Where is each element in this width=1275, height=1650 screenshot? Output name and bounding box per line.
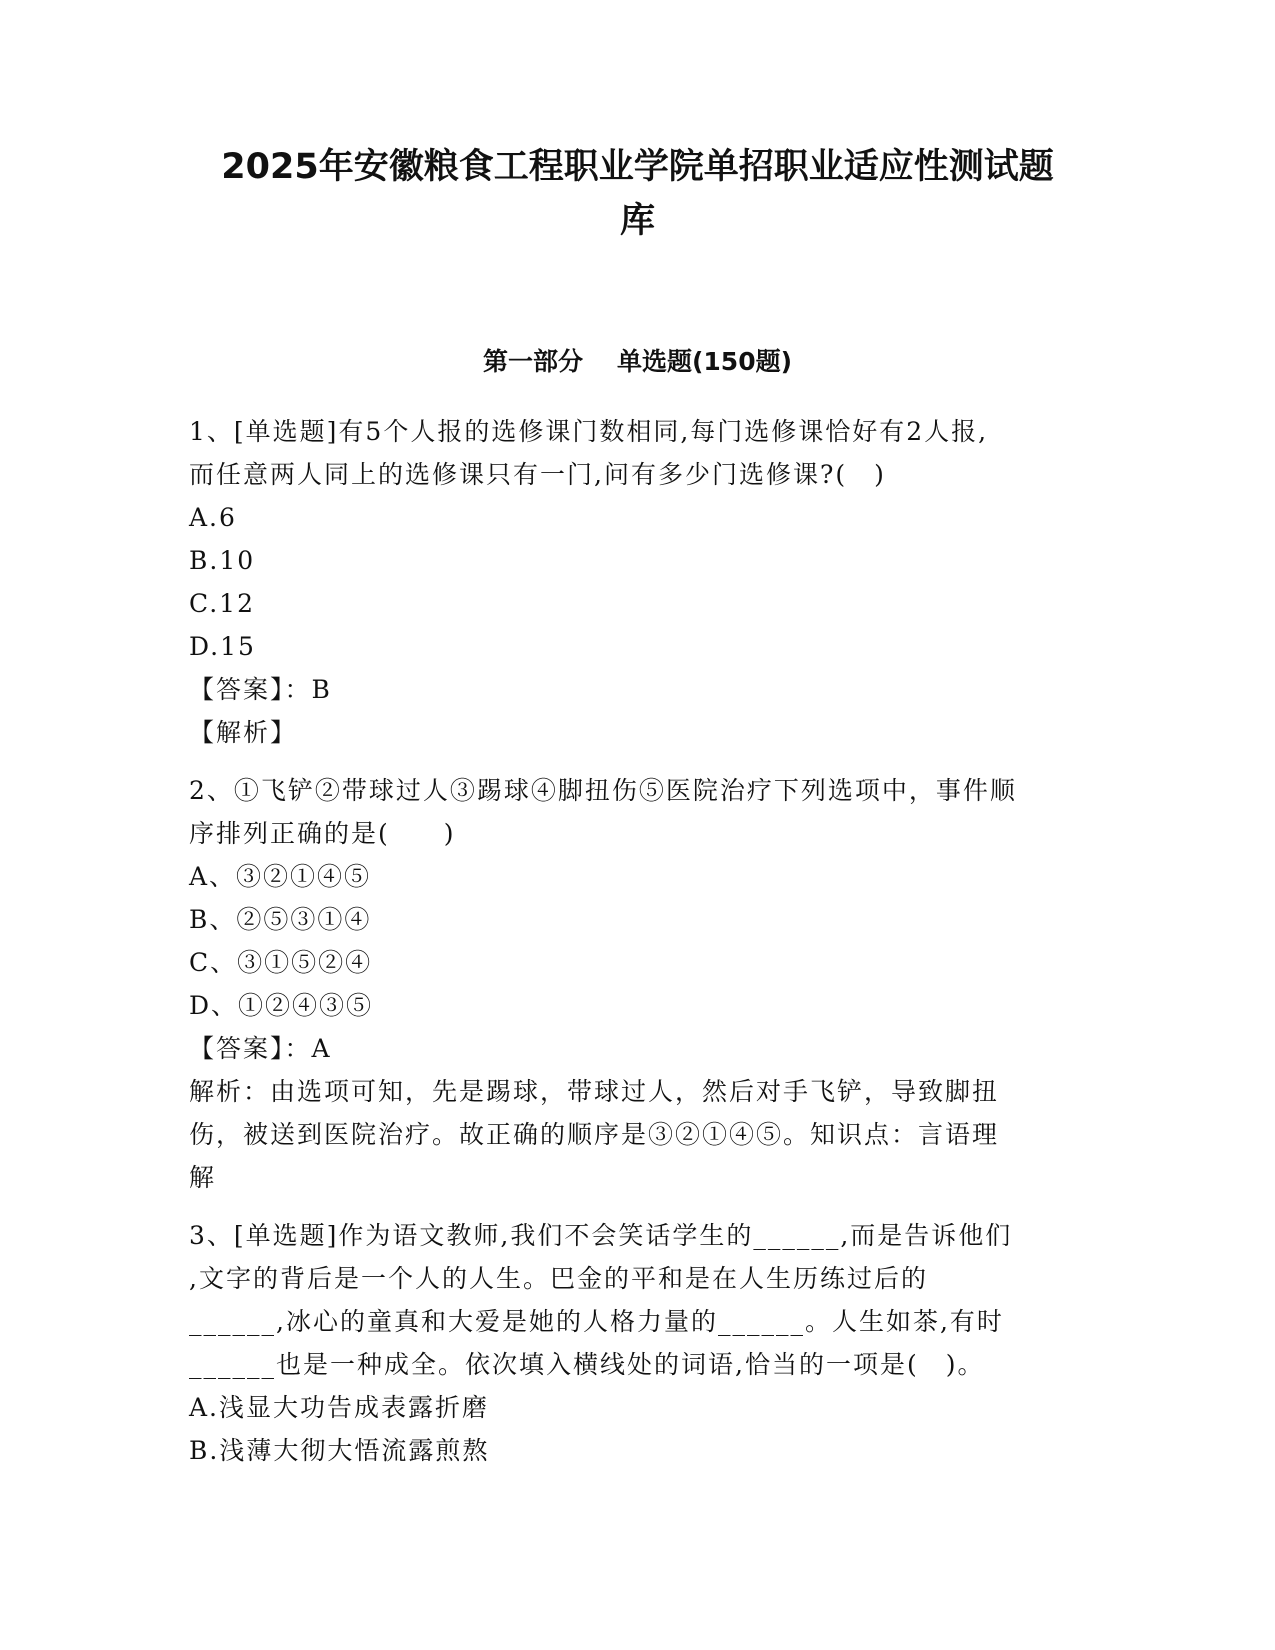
question-stem-line: 3、[单选题]作为语文教师,我们不会笑话学生的______,而是告诉他们 (189, 1221, 1013, 1250)
option-d: D.15 (189, 632, 256, 661)
title-line-1: 2025年安徽粮食工程职业学院单招职业适应性测试题 (221, 147, 1054, 187)
question-1 (189, 410, 1084, 754)
question-stem-line: 1、[单选题]有5个人报的选修课门数相同,每门选修课恰好有2人报, (189, 417, 989, 446)
option-d: D、①②④③⑤ (189, 991, 374, 1020)
question-stem-line: 2、①飞铲②带球过人③踢球④脚扭伤⑤医院治疗下列选项中，事件顺 (189, 776, 1017, 805)
question-stem-line: ,文字的背后是一个人的人生。巴金的平和是在人生历练过后的 (189, 1264, 928, 1293)
option-b: B.10 (189, 546, 256, 575)
answer: 【答案】：A (189, 1034, 332, 1063)
question-stem-line: ______也是一种成全。依次填入横线处的词语,恰当的一项是( )。 (189, 1350, 985, 1379)
section-name: 单选题(150题) (616, 347, 793, 376)
option-c: C.12 (189, 589, 255, 618)
question-2 (189, 769, 1084, 1199)
analysis-line: 解 (189, 1163, 217, 1192)
question-stem-line: 序排列正确的是( ) (189, 819, 456, 848)
analysis-line: 伤，被送到医院治疗。故正确的顺序是③②①④⑤。知识点：言语理 (189, 1120, 1000, 1149)
option-c: C、③①⑤②④ (189, 948, 373, 977)
section-part: 第一部分 (482, 347, 583, 376)
section-heading (180, 345, 1095, 379)
option-b: B、②⑤③①④ (189, 905, 372, 934)
question-stem-line: ______,冰心的童真和大爱是她的人格力量的______。人生如茶,有时 (189, 1307, 1004, 1336)
option-b: B.浅薄大彻大悟流露煎熬 (189, 1436, 490, 1465)
option-a: A.浅显大功告成表露折磨 (189, 1393, 490, 1422)
analysis-label: 【解析】 (189, 718, 298, 747)
option-a: A、③②①④⑤ (189, 862, 372, 891)
question-list (189, 410, 1084, 1487)
title-line-2: 库 (619, 201, 655, 241)
option-a: A.6 (189, 503, 237, 532)
answer: 【答案】：B (189, 675, 332, 704)
question-3 (189, 1214, 1084, 1472)
question-stem-line: 而任意两人同上的选修课只有一门,问有多少门选修课?( ) (189, 460, 886, 489)
document-title (180, 140, 1095, 248)
analysis-line: 解析：由选项可知，先是踢球，带球过人，然后对手飞铲，导致脚扭 (189, 1077, 1000, 1106)
